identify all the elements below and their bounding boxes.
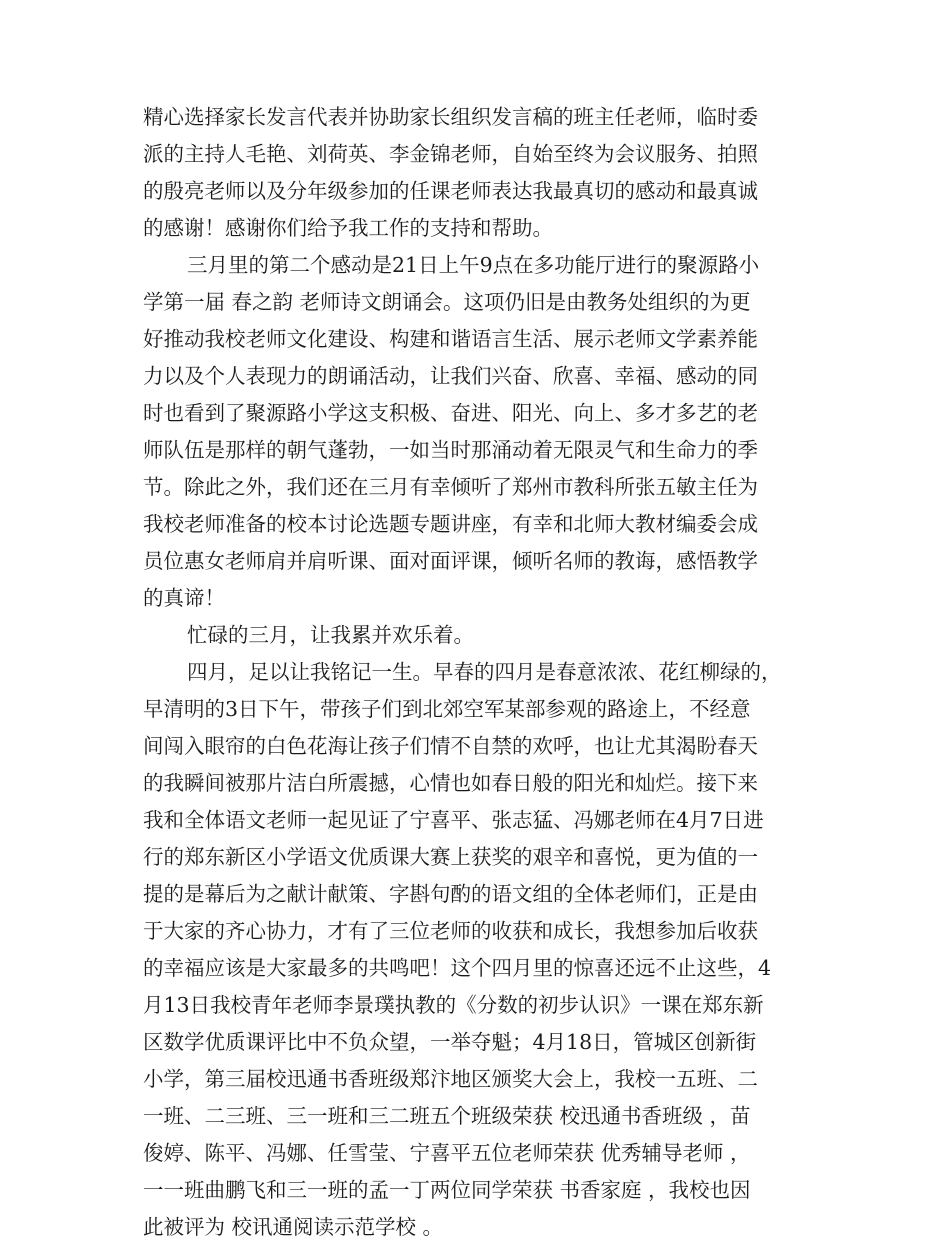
text-line: 于大家的齐心协力，才有了三位老师的收获和成长，我想参加后收获 bbox=[143, 919, 758, 943]
text-line: 节。除此之外，我们还在三月有幸倾听了郑州市教科所张五敏主任为 bbox=[143, 475, 758, 499]
text-line: 早清明的3日下午，带孩子们到北郊空军某部参观的路途上，不经意 bbox=[143, 697, 751, 721]
text-line: 忙碌的三月，让我累并欢乐着。 bbox=[187, 623, 474, 647]
text-line: 提的是幕后为之献计献策、字斟句酌的语文组的全体老师们，正是由 bbox=[143, 882, 758, 906]
text-line: 的我瞬间被那片洁白所震撼，心情也如春日般的阳光和灿烂。接下来 bbox=[143, 771, 758, 795]
text-line: 我和全体语文老师一起见证了宁喜平、张志猛、冯娜老师在4月7日进 bbox=[143, 808, 764, 832]
text-line: 派的主持人毛艳、刘荷英、李金锦老师，自始至终为会议服务、拍照 bbox=[143, 142, 758, 166]
text-line: 我校老师准备的校本讨论选题专题讲座，有幸和北师大教材编委会成 bbox=[143, 512, 758, 536]
text-line: 师队伍是那样的朝气蓬勃，一如当时那涌动着无限灵气和生命力的季 bbox=[143, 438, 758, 462]
text-line: 一一班曲鹏飞和三一班的孟一丁两位同学荣获 书香家庭 ，我校也因 bbox=[143, 1178, 751, 1202]
text-line: 力以及个人表现力的朗诵活动，让我们兴奋、欣喜、幸福、感动的同 bbox=[143, 364, 758, 388]
text-line: 一班、二三班、三一班和三二班五个班级荣获 校迅通书香班级 ，苗 bbox=[143, 1104, 751, 1128]
text-line: 行的郑东新区小学语文优质课大赛上获奖的艰辛和喜悦，更为值的一 bbox=[143, 845, 758, 869]
text-line: 学第一届 春之韵 老师诗文朗诵会。这项仍旧是由教务处组织的为更 bbox=[143, 290, 751, 314]
text-line: 间闯入眼帘的白色花海让孩子们情不自禁的欢呼，也让尤其渴盼春天 bbox=[143, 734, 758, 758]
text-line: 此被评为 校讯通阅读示范学校 。 bbox=[143, 1215, 444, 1239]
text-line: 的幸福应该是大家最多的共鸣吧！这个四月里的惊喜还远不止这些，4 bbox=[143, 956, 772, 980]
text-line: 三月里的第二个感动是21日上午9点在多功能厅进行的聚源路小 bbox=[187, 253, 760, 277]
text-line: 小学，第三届校迅通书香班级郑汴地区颁奖大会上，我校一五班、二 bbox=[143, 1067, 758, 1091]
text-line: 员位惠女老师肩并肩听课、面对面评课，倾听名师的教诲，感悟教学 bbox=[143, 549, 758, 573]
text-line: 四月，足以让我铭记一生。早春的四月是春意浓浓、花红柳绿的， bbox=[187, 660, 782, 684]
text-line: 的真谛！ bbox=[143, 586, 225, 610]
text-line: 月13日我校青年老师李景璞执教的《分数的初步认识》一课在郑东新 bbox=[143, 993, 764, 1017]
text-line: 精心选择家长发言代表并协助家长组织发言稿的班主任老师，临时委 bbox=[143, 105, 758, 129]
document-body bbox=[143, 99, 803, 1246]
text-line: 的感谢！感谢你们给予我工作的支持和帮助。 bbox=[143, 216, 553, 240]
text-line: 俊婷、陈平、冯娜、任雪莹、宁喜平五位老师荣获 优秀辅导老师 ， bbox=[143, 1141, 751, 1165]
text-line: 的殷亮老师以及分年级参加的任课老师表达我最真切的感动和最真诚 bbox=[143, 179, 758, 203]
text-line: 好推动我校老师文化建设、构建和谐语言生活、展示老师文学素养能 bbox=[143, 327, 758, 351]
text-line: 时也看到了聚源路小学这支积极、奋进、阳光、向上、多才多艺的老 bbox=[143, 401, 758, 425]
text-line: 区数学优质课评比中不负众望，一举夺魁；4月18日，管城区创新街 bbox=[143, 1030, 757, 1054]
